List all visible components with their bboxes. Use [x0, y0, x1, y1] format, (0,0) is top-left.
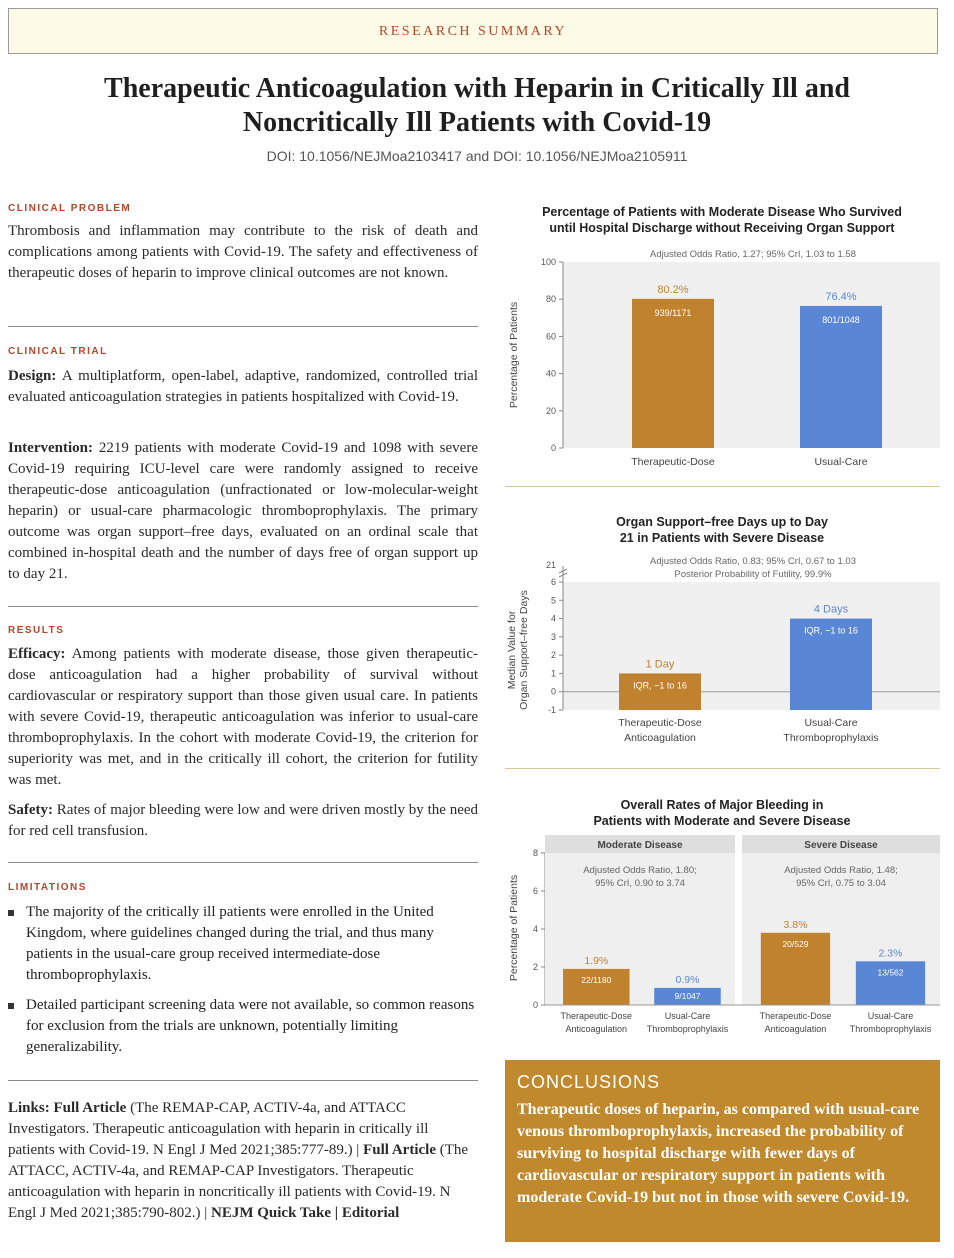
- divider: [505, 768, 940, 769]
- chart1-plot-bg: [563, 262, 940, 448]
- chart3-y-tick-label: 8: [532, 848, 538, 858]
- chart1-value-label: 80.2%: [657, 283, 689, 296]
- chart2-y-tick-label: 0: [550, 686, 556, 697]
- efficacy-paragraph: [8, 644, 478, 791]
- chart3-category-label: Therapeutic-Dose: [560, 1011, 633, 1021]
- doi-line: DOI: 10.1056/NEJMoa2103417 and DOI: 10.1056/NEJMoa2105911: [266, 148, 688, 164]
- quick-take-editorial-links[interactable]: NEJM Quick Take | Editorial: [211, 1205, 400, 1221]
- chart2-title-line1: Organ Support–free Days up to Day: [616, 515, 828, 529]
- chart1-category-label: Therapeutic-Dose: [631, 456, 715, 468]
- chart1-y-tick-label: 20: [545, 405, 556, 416]
- chart1-plot: [541, 257, 940, 468]
- list-item: Detailed participant screening data were not available, so common reasons for exclusion from the trials are unknown, potentially limiting generalizability.: [8, 995, 478, 1058]
- divider: [8, 606, 478, 607]
- chart3-category-label: Anticoagulation: [764, 1024, 827, 1034]
- chart3-value-label: 0.9%: [675, 973, 700, 986]
- chart2-value-label: 1 Day: [645, 658, 675, 671]
- chart1-bar: [800, 306, 882, 448]
- safety-paragraph: [8, 800, 478, 842]
- chart2-y-tick-label: 1: [550, 668, 556, 679]
- chart1-ylabel: Percentage of Patients: [508, 301, 520, 409]
- chart3-inner-label: 9/1047: [674, 990, 701, 1001]
- chart3-panel-name: Severe Disease: [804, 840, 878, 851]
- chart1-bar: [632, 299, 714, 448]
- design-text: A multiplatform, open-label, adaptive, randomized, controlled trial evaluated anticoagulation strategies in patients hospitalized with Covid-19.: [8, 368, 478, 405]
- full-article-link-2[interactable]: Full Article: [363, 1142, 436, 1158]
- chart1-inner-label: 801/1048: [822, 314, 860, 325]
- chart2-category-label: Usual-Care: [804, 717, 858, 729]
- chart1-value-label: 76.4%: [825, 290, 857, 303]
- chart1-annotation-line1: Adjusted Odds Ratio, 1.27; 95% CrI, 1.03 to 1.58: [650, 249, 856, 260]
- divider: [8, 1080, 478, 1081]
- chart3-value-label: 2.3%: [878, 947, 903, 960]
- conclusions-text: Therapeutic doses of heparin, as compared with usual-care venous thromboprophylaxis, increased the probability of surviving to hospital discharge with fewer days of cardiovascular or respiratory support in patients with moderate Covid-19 but not in those with severe Covid-19.: [517, 1101, 920, 1206]
- chart2-annotation-line2: Posterior Probability of Futility, 99.9%: [674, 569, 832, 580]
- chart-survival-moderate: [505, 200, 940, 480]
- chart3-category-label: Thromboprophylaxis: [849, 1024, 932, 1034]
- safety-label: Safety:: [8, 802, 53, 818]
- chart2-ylabel-line2: Organ Support–free Days: [518, 590, 530, 710]
- chart1-y-tick-label: 0: [550, 443, 556, 453]
- chart3-plot: [533, 835, 940, 1034]
- chart3-panel-annotation: Adjusted Odds Ratio, 1.80;: [583, 865, 697, 876]
- chart2-y-tick-label: 3: [550, 631, 556, 642]
- results-heading: RESULTS: [8, 625, 65, 636]
- intervention-label: Intervention:: [8, 440, 93, 456]
- chart3-value-label: 1.9%: [584, 954, 609, 967]
- chart3-panel-name: Moderate Disease: [597, 840, 683, 851]
- chart3-inner-label: 13/562: [877, 967, 904, 978]
- clinical-trial-heading: CLINICAL TRIAL: [8, 346, 108, 357]
- chart3-panel-annotation: Adjusted Odds Ratio, 1.48;: [784, 865, 898, 876]
- citation-2: (The ATTACC, ACTIV-4a, and REMAP-CAP Investigators. Therapeutic anticoagulation with heparin in noncritically ill patients with Covid-19. N Engl J Med 2021;385:790-802.) |: [8, 1142, 469, 1221]
- bullet-icon: [8, 910, 14, 916]
- safety-text: Rates of major bleeding were low and were driven mostly by the need for red cell transfusion.: [8, 802, 479, 839]
- clinical-problem-text: Thrombosis and inflammation may contribute to the risk of death and complications among patients with Covid-19. The safety and effectiveness of therapeutic doses of heparin to improve clinical outcomes are not known.: [8, 223, 478, 281]
- chart3-y-tick-label: 4: [532, 924, 538, 934]
- chart1-y-tick-label: 40: [545, 368, 556, 379]
- chart2-ylabel-line1: Median Value for: [506, 610, 518, 690]
- chart-organ-support-free-days: [505, 510, 940, 750]
- page-title: Therapeutic Anticoagulation with Heparin in Critically Ill and Noncritically Ill Patients with Covid-19: [104, 73, 850, 138]
- chart3-title-line1: Overall Rates of Major Bleeding in: [620, 798, 824, 812]
- chart1-title-line2: until Hospital Discharge without Receiving Organ Support: [549, 221, 895, 235]
- full-article-link-1[interactable]: Links: Full Article: [8, 1100, 127, 1116]
- chart3-title-line2: Patients with Moderate and Severe Disease: [593, 814, 851, 828]
- chart3-ylabel: Percentage of Patients: [508, 874, 520, 982]
- chart2-y-tick-label: -1: [547, 705, 556, 715]
- chart3-y-tick-label: 2: [532, 962, 538, 972]
- conclusions-heading: CONCLUSIONS: [517, 1072, 661, 1092]
- chart2-annotation-line1: Adjusted Odds Ratio, 0.83; 95% CrI, 0.67 to 1.03: [650, 556, 856, 567]
- chart2-y-tick-label: 5: [550, 595, 556, 606]
- chart3-category-label: Thromboprophylaxis: [646, 1024, 729, 1034]
- chart3-value-label: 3.8%: [783, 918, 808, 931]
- intervention-text: 2219 patients with moderate Covid-19 and 1098 with severe Covid-19 requiring ICU-level care were randomly assigned to receive therapeutic-dose anticoagulation (unfractionated or low-molecular-weight heparin) or usual-care pharmacologic thromboprophylaxis. The primary outcome was organ support–free days, evaluated on an ordinal scale that combined in-hospital death and the number of days free of organ support up to day 21.: [8, 440, 478, 582]
- divider: [505, 486, 940, 487]
- efficacy-label: Efficacy:: [8, 646, 66, 662]
- chart1-y-tick-label: 100: [540, 257, 556, 267]
- chart3-inner-label: 20/529: [782, 938, 809, 949]
- intervention-paragraph: [8, 438, 478, 585]
- chart3-y-tick-label: 0: [532, 1000, 538, 1010]
- chart1-y-tick-label: 60: [545, 331, 556, 342]
- banner-text: RESEARCH SUMMARY: [378, 24, 568, 39]
- chart2-value-label: 4 Days: [813, 603, 849, 616]
- conclusions-box: [505, 1060, 940, 1242]
- chart2-y-tick-label: 2: [550, 650, 556, 661]
- chart2-category-label: Anticoagulation: [624, 732, 696, 744]
- chart3-category-label: Usual-Care: [867, 1011, 914, 1021]
- chart2-inner-label: IQR, −1 to 16: [633, 680, 687, 691]
- divider: [8, 862, 478, 863]
- chart2-y-tick-label: 6: [550, 577, 556, 587]
- efficacy-text: Among patients with moderate disease, those given therapeutic-dose anticoagulation had a higher probability of survival without cardiovascular or respiratory support than those given usual care. In patients with severe Covid-19, therapeutic anticoagulation was inferior to usual-care thromboprophylaxis. In the cohort with moderate Covid-19, the criterion for superiority was met, and in the critically ill cohort, the criterion for futility was met.: [8, 646, 478, 788]
- clinical-problem-heading: CLINICAL PROBLEM: [8, 203, 132, 214]
- chart1-y-tick-label: 80: [545, 294, 556, 305]
- chart3-category-label: Usual-Care: [664, 1011, 711, 1021]
- bullet-icon: [8, 1003, 14, 1009]
- chart2-y-break-label: 21: [545, 560, 556, 570]
- chart1-inner-label: 939/1171: [654, 307, 692, 318]
- design-paragraph: [8, 366, 478, 408]
- chart1-title-line1: Percentage of Patients with Moderate Disease Who Survived: [542, 205, 902, 219]
- chart2-title-line2: 21 in Patients with Severe Disease: [619, 531, 825, 545]
- chart3-category-label: Anticoagulation: [565, 1024, 628, 1034]
- chart3-category-label: Therapeutic-Dose: [759, 1011, 832, 1021]
- chart2-category-label: Thromboprophylaxis: [783, 732, 879, 744]
- list-item: The majority of the critically ill patients were enrolled in the United Kingdom, where guidelines changed during the trial, and thus many patients in the usual-care group received intermediate-dose thromboprophylaxis.: [8, 902, 478, 986]
- chart2-category-label: Therapeutic-Dose: [618, 717, 702, 729]
- divider: [8, 326, 478, 327]
- chart-major-bleeding: [505, 793, 940, 1048]
- chart3-panel-annotation: 95% CrI, 0.75 to 3.04: [796, 878, 886, 889]
- chart2-y-tick-label: 4: [550, 613, 556, 624]
- section-banner: [8, 8, 938, 54]
- citation-1: (The REMAP-CAP, ACTIV-4a, and ATTACC Investigators. Therapeutic anticoagulation with heparin in critically ill patients with Covid-19. N Engl J Med 2021;385:777-89.) |: [8, 1100, 429, 1158]
- chart2-ylabel: [506, 590, 530, 710]
- chart2-plot: [546, 560, 940, 744]
- chart3-y-tick-label: 6: [532, 886, 538, 896]
- design-label: Design:: [8, 368, 57, 384]
- chart3-panel-annotation: 95% CrI, 0.90 to 3.74: [595, 878, 685, 889]
- chart2-inner-label: IQR, −1 to 16: [804, 625, 858, 636]
- chart1-category-label: Usual-Care: [814, 456, 868, 468]
- chart3-inner-label: 22/1180: [581, 974, 612, 985]
- chart2-bar: [619, 673, 701, 710]
- links-block: [8, 1098, 478, 1224]
- limitations-heading: LIMITATIONS: [8, 882, 87, 893]
